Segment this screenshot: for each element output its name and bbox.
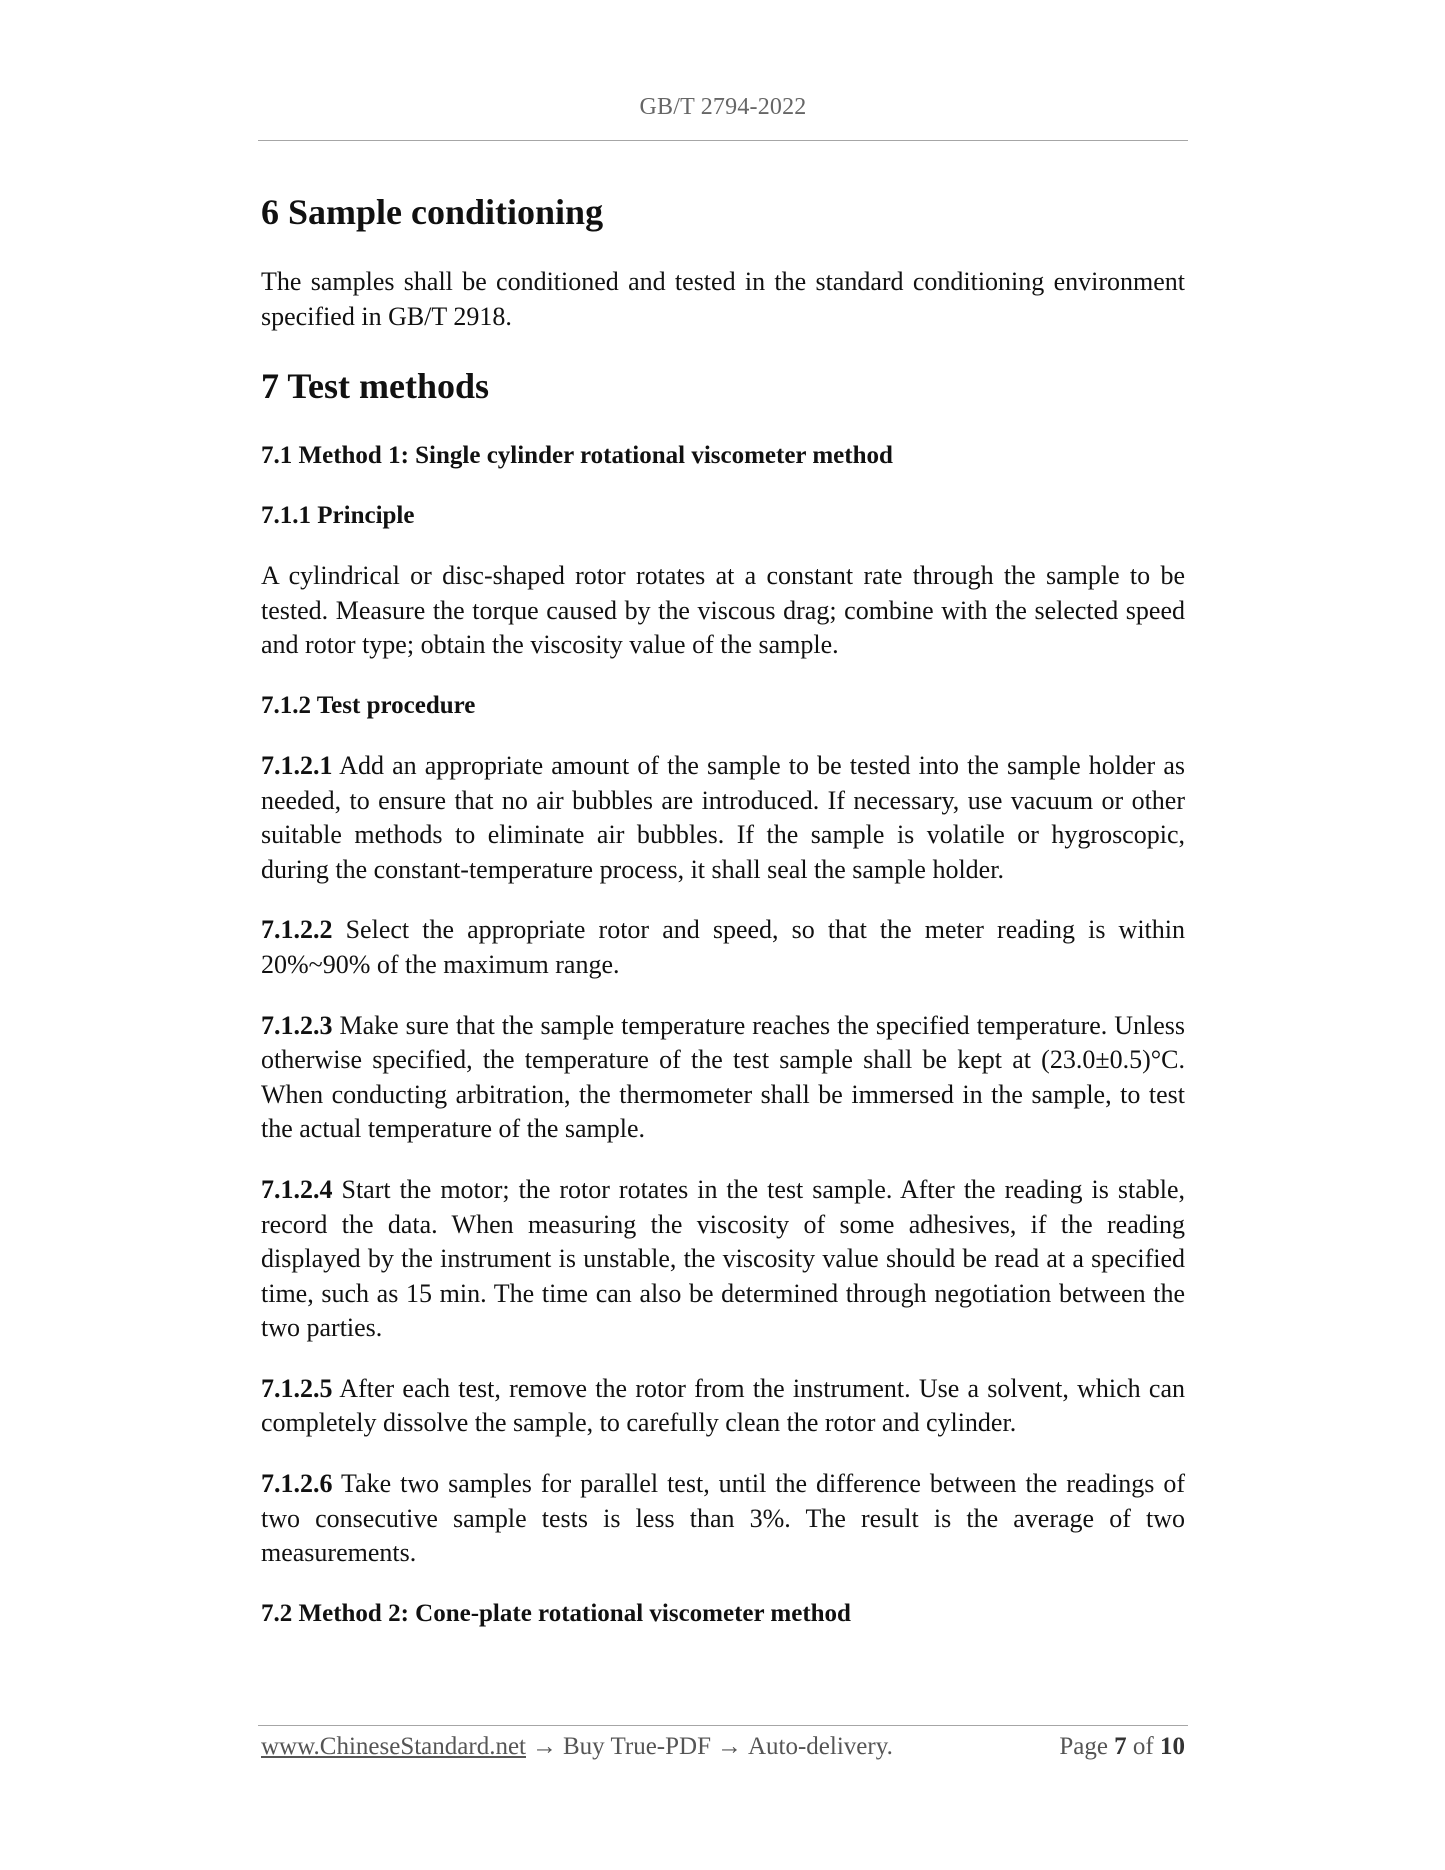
clause-text: After each test, remove the rotor from the instrument. Use a solvent, which can completely dissolve the sample, to carefully clean the rotor and cylinder. — [261, 1373, 1185, 1438]
section-6-heading: 6 Sample conditioning — [261, 192, 604, 232]
page-label: Page — [1059, 1733, 1108, 1760]
clause-7-1-2-5 — [261, 1372, 1185, 1441]
arrow-right-icon: → — [716, 1733, 742, 1760]
of-label: of — [1132, 1733, 1154, 1760]
page-total: 10 — [1160, 1733, 1185, 1760]
principle-paragraph: A cylindrical or disc-shaped rotor rotates at a constant rate through the sample to be tested. Measure the torque caused by the viscous drag; combine with the selected speed and rotor type; obtain the viscosity value of the sample. — [261, 561, 1185, 660]
site-link[interactable]: www.ChineseStandard.net — [261, 1733, 526, 1760]
page-content — [261, 190, 1185, 1631]
arrow-right-icon: → — [532, 1733, 557, 1760]
clause-number: 7.1.2.4 — [261, 1174, 333, 1204]
clause-text: Add an appropriate amount of the sample to be tested into the sample holder as needed, to ensure that no air bubbles are introduced. If necessary, use vacuum or other suitable methods to eliminate air bubbles. If the sample is volatile or hygroscopic, during the constant-temperature process, it shall seal the sample holder. — [261, 750, 1185, 884]
clause-text: Take two samples for parallel test, until the difference between the readings of two consecutive sample tests is less than 3%. The result is the average of two measurements. — [261, 1469, 1185, 1568]
page-number — [1059, 1730, 1185, 1764]
delivery-text: Auto-delivery. — [747, 1733, 893, 1760]
clause-7-1-2-2 — [261, 913, 1185, 982]
clause-7-1-2-3 — [261, 1009, 1185, 1147]
running-header: GB/T 2794-2022 — [639, 94, 807, 120]
clause-7-1-2-4 — [261, 1173, 1185, 1346]
buy-text: Buy True-PDF — [563, 1733, 711, 1760]
section-7-1-1-heading: 7.1.1 Principle — [261, 502, 415, 530]
clause-text: Make sure that the sample temperature reaches the specified temperature. Unless otherwise specified, the temperature of the test sample shall be kept at (23.0±0.5)°C. When conducting arbitration, the thermometer shall be immersed in the sample, to test the actual temperature of the sample. — [261, 1010, 1185, 1144]
footer-rule — [258, 1725, 1188, 1726]
clause-number: 7.1.2.6 — [261, 1469, 333, 1499]
section-7-heading: 7 Test methods — [261, 366, 490, 407]
header-rule — [258, 140, 1188, 141]
clause-7-1-2-1 — [261, 749, 1185, 887]
footer-promo — [261, 1730, 893, 1764]
section-7-1-2-heading: 7.1.2 Test procedure — [261, 691, 476, 719]
clause-number: 7.1.2.1 — [261, 750, 333, 780]
clause-7-1-2-6 — [261, 1467, 1185, 1571]
page-current: 7 — [1114, 1733, 1127, 1760]
section-6-paragraph: The samples shall be conditioned and tested in the standard conditioning environment specified in GB/T 2918. — [261, 267, 1185, 331]
clause-number: 7.1.2.3 — [261, 1010, 333, 1040]
clause-number: 7.1.2.2 — [261, 915, 333, 945]
section-7-2-heading: 7.2 Method 2: Cone-plate rotational viscometer method — [261, 1599, 851, 1627]
clause-text: Select the appropriate rotor and speed, so that the meter reading is within 20%~90% of the maximum range. — [261, 915, 1185, 979]
section-7-1-heading: 7.1 Method 1: Single cylinder rotational viscometer method — [261, 442, 893, 470]
clause-text: Start the motor; the rotor rotates in the test sample. After the reading is stable, record the data. When measuring the viscosity of some adhesives, if the reading displayed by the instrument is unstable, the viscosity value should be read at a specified time, such as 15 min. The time can also be determined through negotiation between the two parties. — [261, 1174, 1185, 1343]
clause-number: 7.1.2.5 — [261, 1373, 333, 1403]
